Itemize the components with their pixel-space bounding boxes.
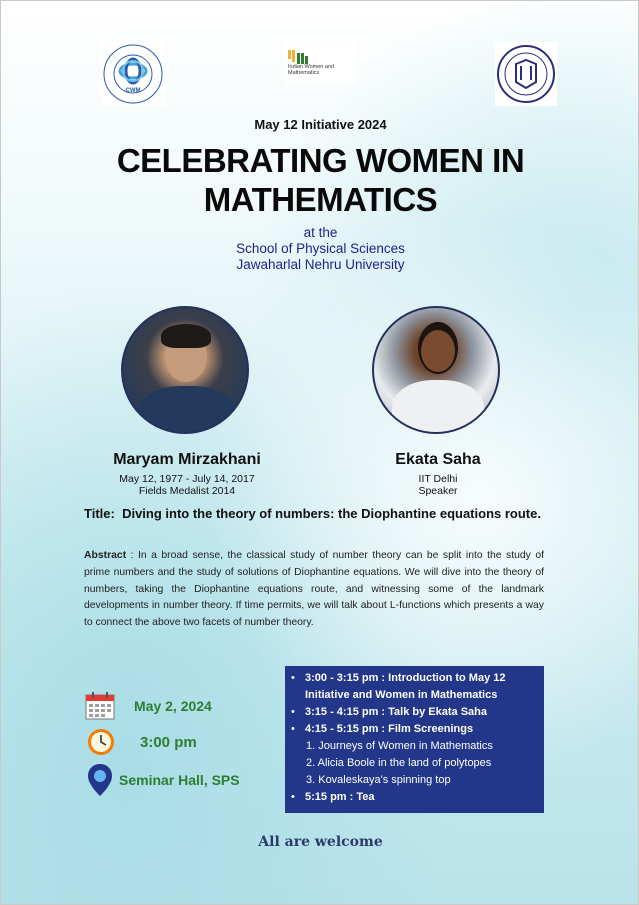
schedule-item-label: 3:15 - 4:15 pm : Talk by Ekata Saha bbox=[305, 706, 487, 718]
imu-cwm-logo bbox=[101, 42, 165, 106]
iwm-logo-text: Indian Women and Mathematics bbox=[288, 64, 335, 76]
schedule-box bbox=[285, 666, 544, 813]
event-time-row bbox=[87, 728, 197, 756]
title-line-1: CELEBRATING WOMEN IN bbox=[116, 142, 525, 179]
clock-icon bbox=[87, 728, 115, 756]
welcome-text: All are welcome bbox=[258, 834, 383, 850]
title-line-2: MATHEMATICS bbox=[203, 181, 438, 218]
abstract bbox=[84, 548, 544, 632]
iwm-bars-icon bbox=[288, 50, 316, 64]
ekata-role: Speaker bbox=[418, 485, 458, 497]
calendar-icon bbox=[84, 691, 118, 721]
ekata-name: Ekata Saha bbox=[395, 451, 481, 468]
event-venue-row bbox=[87, 763, 240, 797]
maryam-portrait bbox=[121, 306, 249, 434]
ekata-face bbox=[421, 330, 455, 372]
abstract-text: : In a broad sense, the classical study of number theory can be split into the study of prime numbers and the study of solutions of Diophantine equations. We will dive into the theory of numbers, taking the Diophantine equations route, and witnessing some of the landmark developments in number theory. If time permits, we will talk about L-functions which presents a way to connect the above two facets of number theory. bbox=[84, 550, 545, 629]
talk-title-label: Title: bbox=[84, 506, 115, 521]
event-venue: Seminar Hall, SPS bbox=[119, 772, 240, 788]
initiative-label: May 12 Initiative 2024 bbox=[254, 117, 387, 132]
ekata-top bbox=[392, 380, 484, 434]
maryam-name: Maryam Mirzakhani bbox=[113, 451, 261, 468]
page-title bbox=[1, 141, 639, 219]
film-item: 2. Alicia Boole in the land of polytopes bbox=[306, 757, 492, 769]
maryam-note: Fields Medalist 2014 bbox=[138, 485, 236, 497]
jnu-seal-icon bbox=[496, 44, 556, 104]
schedule-item-label: 4:15 - 5:15 pm : Film Screenings bbox=[305, 723, 474, 735]
schedule-item bbox=[291, 704, 536, 721]
university-name: Jawaharlal Nehru University bbox=[236, 257, 405, 272]
talk-title-text: Diving into the theory of numbers: the Diophantine equations route. bbox=[122, 506, 541, 521]
event-date: May 2, 2024 bbox=[134, 698, 212, 714]
imu-ring-text bbox=[133, 74, 134, 75]
at-the-label: at the bbox=[303, 225, 338, 240]
venue-block bbox=[1, 225, 639, 273]
film-item: 3. Kovaleskaya's spinning top bbox=[306, 774, 451, 786]
imu-inner-text: CWM bbox=[125, 88, 141, 94]
location-pin-icon bbox=[87, 763, 113, 797]
film-item: 1. Journeys of Women in Mathematics bbox=[306, 740, 493, 752]
schedule-item bbox=[291, 670, 536, 704]
schedule-item-label: 3:00 - 3:15 pm : Introduction to May 12 Initiative and Women in Mathematics bbox=[305, 672, 506, 701]
schedule-item-label: 5:15 pm : Tea bbox=[305, 791, 375, 803]
maryam-jacket bbox=[137, 386, 237, 434]
maryam-details bbox=[81, 473, 293, 497]
schedule-item bbox=[291, 721, 536, 738]
iwm-logo bbox=[284, 42, 356, 84]
maryam-hair bbox=[161, 324, 211, 348]
abstract-label: Abstract bbox=[84, 550, 127, 561]
school-name: School of Physical Sciences bbox=[236, 241, 405, 256]
ekata-details bbox=[363, 473, 513, 497]
maryam-dates: May 12, 1977 - July 14, 2017 bbox=[119, 473, 255, 485]
event-time: 3:00 pm bbox=[140, 733, 197, 751]
bullet-icon: • bbox=[291, 706, 295, 718]
jnu-seal-logo bbox=[495, 42, 557, 106]
schedule-item bbox=[291, 789, 536, 806]
talk-title bbox=[84, 505, 554, 522]
event-date-row bbox=[84, 691, 212, 721]
bullet-icon: • bbox=[291, 791, 295, 803]
bullet-icon: • bbox=[291, 672, 295, 684]
ekata-portrait bbox=[372, 306, 500, 434]
ekata-affiliation: IIT Delhi bbox=[418, 473, 458, 485]
bullet-icon: • bbox=[291, 723, 295, 735]
